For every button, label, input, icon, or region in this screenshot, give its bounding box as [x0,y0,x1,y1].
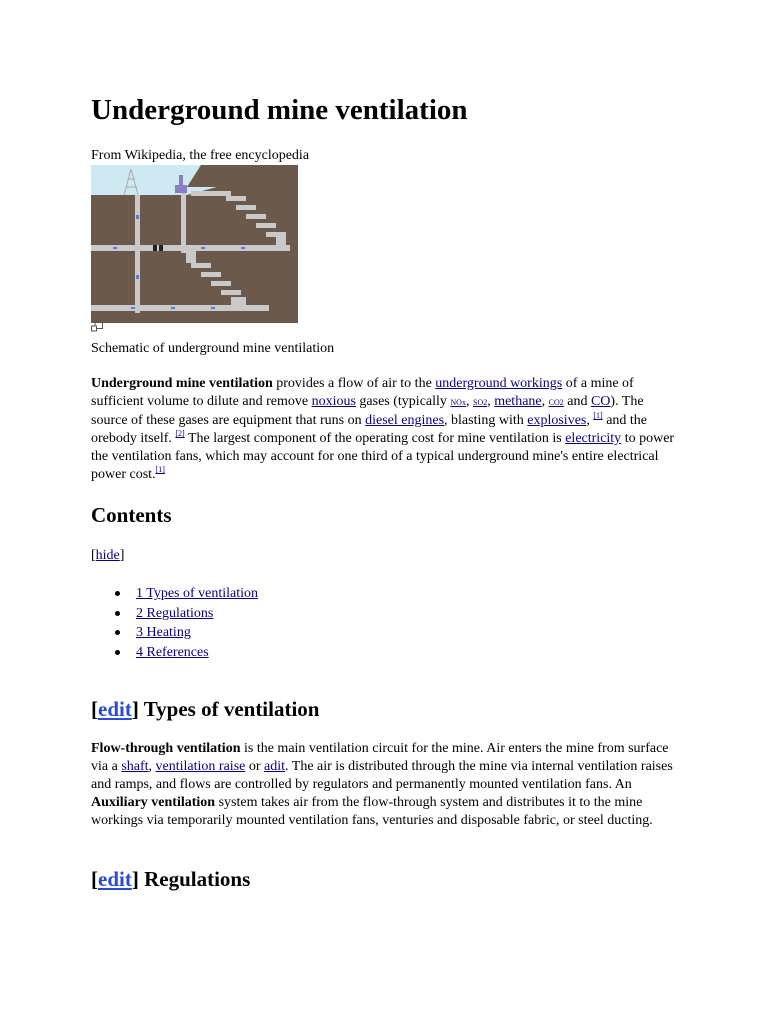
reference-2-link[interactable]: [2] [175,429,185,438]
toc-item [91,604,258,624]
contents-heading: Contents [91,503,172,527]
link-electricity[interactable]: electricity [565,431,622,446]
toc-item [91,643,258,663]
toc-link-types-of-ventilation[interactable]: 1 Types of ventilation [136,586,259,601]
link-nox[interactable]: NOx [450,398,466,407]
toc-link-references[interactable]: 4 References [136,644,209,660]
from-wikipedia-tagline: From Wikipedia, the free encyclopedia [91,148,310,163]
toc-hide-toggle: [hide] [91,548,125,563]
edit-section-link[interactable]: edit [98,867,132,891]
link-explosives[interactable]: explosives [527,413,587,428]
link-shaft[interactable]: shaft [121,759,149,774]
link-noxious[interactable]: noxious [311,394,356,409]
hide-toc-link[interactable]: hide [95,548,120,563]
figure-caption: Schematic of underground mine ventilation [91,341,335,356]
section-heading-types-of-ventilation: [edit] Types of ventilation [91,697,320,721]
enlarge-icon[interactable] [91,322,103,332]
link-ventilation-raise[interactable]: ventilation raise [155,759,246,774]
edit-section-link[interactable]: edit [98,697,132,721]
page-title: Underground mine ventilation [91,94,468,126]
link-diesel-engines[interactable]: diesel engines [365,413,445,428]
link-adit[interactable]: adit [264,759,286,774]
toc-item [91,584,258,604]
link-co[interactable]: CO [590,394,611,409]
section-heading-regulations: [edit] Regulations [91,867,251,891]
types-of-ventilation-paragraph: Flow-through ventilation is the main ventilation circuit for the mine. Air enters the mine from surface via a shaft, ventilation raise or adit. The air is distributed through the mine via internal ventilation raises and ramps, and flows are controlled by regulators and permanently mounted ventilation fans. An Auxiliary ventilation system takes air from the flow-through system and distributes it to the mine workings via temporarily mounted ventilation fans, venturies and disposable fabric, or steel ducting. [91,741,673,828]
reference-1-link[interactable]: [1] [593,411,603,420]
link-methane[interactable]: methane [494,394,542,409]
link-co2[interactable]: CO2 [548,398,564,407]
link-so2[interactable]: SO2 [472,398,488,407]
reference-1-link-second[interactable]: [1] [155,465,165,474]
toc-link-regulations[interactable]: 2 Regulations [136,605,214,621]
intro-bold-lead: Underground mine ventilation [91,376,273,391]
toc-link-heating[interactable]: 3 Heating [136,625,191,640]
toc-item [91,623,258,643]
table-of-contents [91,584,258,662]
link-underground-workings[interactable]: underground workings [435,376,563,391]
mine-ventilation-schematic[interactable] [91,165,298,323]
intro-paragraph: Underground mine ventilation provides a flow of air to the underground workings of a mine of sufficient volume to dilute and remove noxious gases (typically NOx, SO2, methane, CO2 and CO). The source of these gases are equipment that runs on diesel engines, blasting with explosives, [1] and the orebody itself. [2] The largest component of the operating cost for mine ventilation is electricity to power the ventilation fans, which may account for one third of a typical underground mine's entire electrical power cost.[1] [91,376,675,482]
